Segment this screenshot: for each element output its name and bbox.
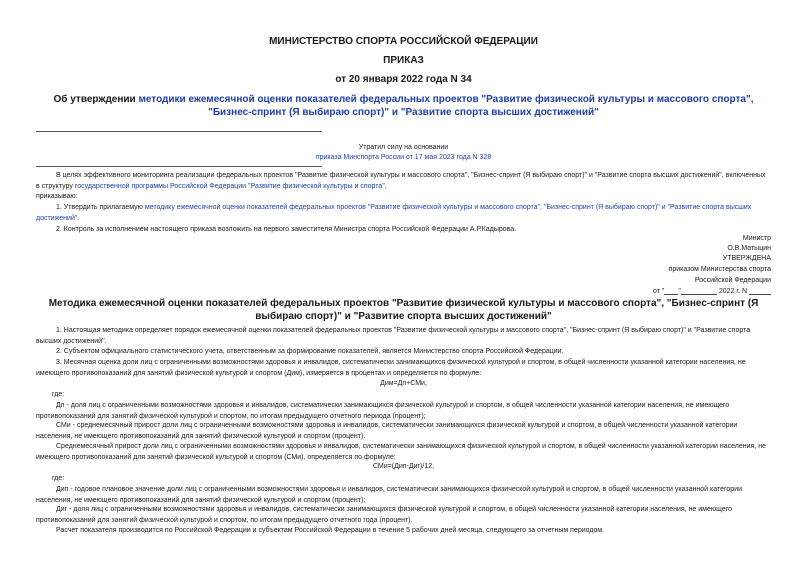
title-methodology-link[interactable]: методики ежемесячной оценки показателей федеральных проектов "Развитие физической культуры и массового спорта", "Бизнес-спринт (Я выбираю спорт)" и "Развитие спорта высших достижений" <box>138 94 754 118</box>
order-item-1 <box>36 203 769 224</box>
method-paragraph-3: 3. Месячная оценка доли лиц с ограниченными возможностями здоровья и инвалидов, систематически занимающихся физической культурой и спортом, в общей численности указанной категории населения, не имеющего противопоказаний для занятий физической культурой и спортом (Дим), измеряется в процентах и определяется по формуле: <box>36 359 746 377</box>
approved-country: Российской Федерации <box>694 277 771 284</box>
definition-dip: Дип - годовое плановое значение доли лиц с ограниченными возможностями здоровья и инвалидов, систематически занимающихся физической культурой и спортом, в общей численности указанной категории населения, не имеющего противопоказаний для занятий физической культурой и спортом (процент); <box>36 486 742 504</box>
order-item-2: 2. Контроль за исполнением настоящего приказа возложить на первого заместителя Министра спорта Российской Федерации А.Р.Кадырова. <box>56 226 517 233</box>
approved-stamp: УТВЕРЖДЕНА <box>722 255 771 262</box>
date-quote: " <box>678 288 681 295</box>
formula-dim: Дим=Дп+СМи, <box>380 380 427 387</box>
signer-position: Министр <box>742 235 771 242</box>
definition-smi: СМи - среднемесячный прирост доли лиц с ограниченными возможностями здоровья и инвалидов, систематически занимающихся физической культурой и спортом, в общей численности указанной категории населения, не имеющего противопоказаний для занятий физической культурой и спортом (процент). <box>36 422 738 440</box>
lost-force-link-line <box>0 154 807 161</box>
order-word: приказываю: <box>36 193 78 200</box>
lost-force-order-link[interactable]: приказа Минспорта России от 17 мая 2023 года N 328 <box>315 154 492 161</box>
preamble-end: , <box>384 182 387 190</box>
date-month-blank <box>681 287 717 295</box>
preamble-text: В целях эффективного мониторинга реализации федеральных проектов "Развитие физической культуры и массового спорта", "Бизнес-спринт (Я выбираю спорт)" и "Развитие спорта высших достижений", включенных в структуру <box>36 172 766 190</box>
preamble-paragraph <box>36 171 769 192</box>
approved-by-order: приказом Министерства спорта <box>668 266 771 273</box>
where-label-1: где: <box>52 391 65 398</box>
approval-date-line <box>653 287 771 295</box>
approved-methodology-link[interactable]: методику ежемесячной оценки показателей федеральных проектов "Развитие физической культуры и массового спорта", "Бизнес-спринт (Я выбираю спорт)" и "Развитие спорта высших достижений" <box>36 204 752 222</box>
divider-bottom <box>36 166 322 167</box>
where-label-2: где: <box>52 475 65 482</box>
divider-top <box>36 131 322 132</box>
ministry-heading: МИНИСТЕРСТВО СПОРТА РОССИЙСКОЙ ФЕДЕРАЦИИ <box>269 36 538 47</box>
calculation-paragraph: Расчет показателя производится по Российской Федерации и субъектам Российской Федерации в течение 5 рабочих дней месяца, следующего за отчетным периодом. <box>56 527 605 534</box>
order-item-1-end: . <box>77 214 80 222</box>
definition-dig: Диг - доля лиц с ограниченными возможностями здоровья и инвалидов, систематически занимающихся физической культурой и спортом, в общей численности указанной категории населения, не имеющего противопоказаний для занятий физической культурой и спортом, по итогам предыдущего отчетного года (процент). <box>36 506 732 524</box>
date-day-blank <box>664 287 678 295</box>
date-year-label: 2022 г. N <box>718 288 748 295</box>
methodology-title: Методика ежемесячной оценки показателей федеральных проектов "Развитие физической культуры и массового спорта", "Бизнес-спринт (Я выбираю спорт)" и "Развитие спорта высших достижений" <box>48 298 759 322</box>
state-program-link[interactable]: государственной программы Российской Федерации "Развитие физической культуры и спорта" <box>74 182 385 190</box>
date-from-label: от " <box>653 288 665 295</box>
method-paragraph-1: 1. Настоящая методика определяет порядок ежемесячной оценки показателей федеральных проектов "Развитие физической культуры и массового спорта", "Бизнес-спринт (Я выбираю спорт)" и "Развитие спорта высших достижений". <box>36 327 751 345</box>
method-paragraph-2: 2. Субъектом официального статистического учета, ответственным за формирование показателей, является Министерство спорта Российской Федерации. <box>56 348 564 355</box>
document-title <box>40 93 767 119</box>
doc-type-heading: ПРИКАЗ <box>383 55 424 66</box>
date-number-blank <box>749 287 771 295</box>
date-number-heading: от 20 января 2022 года N 34 <box>335 74 472 85</box>
method-paragraph-smi: Среднемесячный прирост доли лиц с ограниченными возможностями здоровья и инвалидов, систематически занимающихся физической культурой и спортом, в общей численности указанной категории населения, не имеющего противопоказаний для занятий физической культурой и спортом (СМи), определяется по формуле: <box>36 443 766 461</box>
title-prefix: Об утверждении <box>53 94 139 105</box>
lost-force-note: Утратил силу на основании <box>358 144 449 151</box>
definition-dp: Дп - доля лиц с ограниченными возможностями здоровья и инвалидов, систематически занимающихся физической культурой и спортом, в общей численности указанной категории населения, не имеющего противопоказаний для занятий физической культурой и спортом, по итогам предыдущего отчетного периода (процент); <box>36 402 730 420</box>
formula-smi: СМи=(Дип-Диг)/12, <box>372 463 435 470</box>
order-item-1-prefix: 1. Утвердить прилагаемую <box>56 204 145 211</box>
signer-name: О.В.Матыцин <box>727 245 771 252</box>
